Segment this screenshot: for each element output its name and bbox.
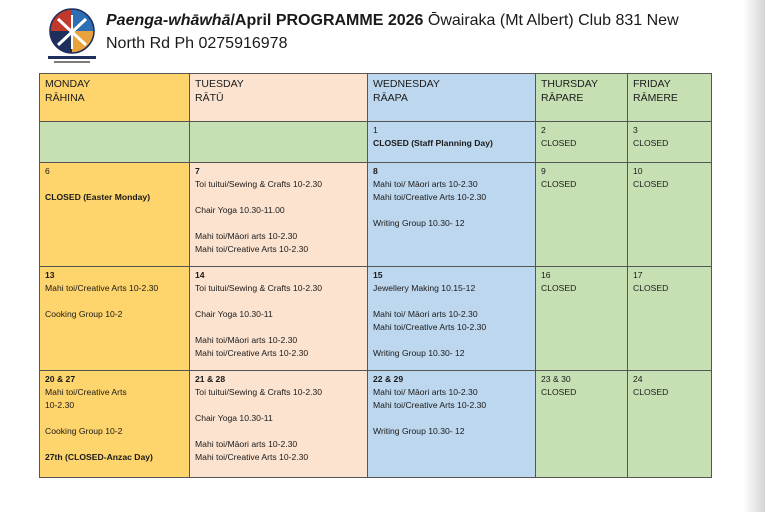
header-club-details: Ōwairaka (Mt Albert) Club 831 New North Rd Ph 0275916978 (106, 12, 679, 52)
day-cell-1: 1 CLOSED (Staff Planning Day) (368, 122, 536, 163)
day-cell-16: 16 CLOSED (536, 267, 628, 371)
day-cell-7: 7 Toi tuitui/Sewing & Crafts 10-2.30 Chair Yoga 10.30-11.00 Mahi toi/Māori arts 10-2.30 Mahi toi/Creative Arts 10-2.30 (190, 163, 368, 267)
page-edge-shadow (743, 0, 765, 512)
day-cell-10: 10 CLOSED (628, 163, 712, 267)
day-header-wednesday: WEDNESDAY RĀAPA (368, 74, 536, 122)
club-logo-icon (46, 7, 98, 65)
day-cell-17: 17 CLOSED (628, 267, 712, 371)
week-row-3 (40, 267, 712, 371)
day-header-thursday: THURSDAY RĀPARE (536, 74, 628, 122)
programme-table (39, 73, 712, 478)
day-cell-23-30: 23 & 30 CLOSED (536, 371, 628, 478)
empty-cell (190, 122, 368, 163)
header-brand: Paenga-whāwhā (106, 12, 231, 29)
week-row-1 (40, 122, 712, 163)
header-programme: /April PROGRAMME 2026 (230, 12, 424, 29)
day-cell-13: 13 Mahi toi/Creative Arts 10-2.30 Cooking Group 10-2 (40, 267, 190, 371)
day-cell-15: 15 Jewellery Making 10.15-12 Mahi toi/ Māori arts 10-2.30 Mahi toi/Creative Arts 10-2.30 Writing Group 10.30- 12 (368, 267, 536, 371)
day-header-monday: MONDAY RĀHINA (40, 74, 190, 122)
day-cell-20-27: 20 & 27 Mahi toi/Creative Arts 10-2.30 Cooking Group 10-2 27th (CLOSED-Anzac Day) (40, 371, 190, 478)
day-header-friday: FRIDAY RĀMERE (628, 74, 712, 122)
day-cell-3: 3 CLOSED (628, 122, 712, 163)
day-header-row (40, 74, 712, 122)
day-cell-22-29: 22 & 29 Mahi toi/ Māori arts 10-2.30 Mahi toi/Creative Arts 10-2.30 Writing Group 10.30- 12 (368, 371, 536, 478)
day-cell-24: 24 CLOSED (628, 371, 712, 478)
day-cell-21-28: 21 & 28 Toi tuitui/Sewing & Crafts 10-2.30 Chair Yoga 10.30-11 Mahi toi/Māori arts 10-2.30 Mahi toi/Creative Arts 10-2.30 (190, 371, 368, 478)
week-row-2 (40, 163, 712, 267)
day-cell-8: 8 Mahi toi/ Māori arts 10-2.30 Mahi toi/Creative Arts 10-2.30 Writing Group 10.30- 12 (368, 163, 536, 267)
empty-cell (40, 122, 190, 163)
day-header-tuesday: TUESDAY RĀTŪ (190, 74, 368, 122)
day-cell-9: 9 CLOSED (536, 163, 628, 267)
programme-header (106, 9, 706, 55)
week-row-4 (40, 371, 712, 478)
day-cell-6: 6 CLOSED (Easter Monday) (40, 163, 190, 267)
day-cell-14: 14 Toi tuitui/Sewing & Crafts 10-2.30 Chair Yoga 10.30-11 Mahi toi/Māori arts 10-2.30 Mahi toi/Creative Arts 10-2.30 (190, 267, 368, 371)
day-cell-2: 2 CLOSED (536, 122, 628, 163)
